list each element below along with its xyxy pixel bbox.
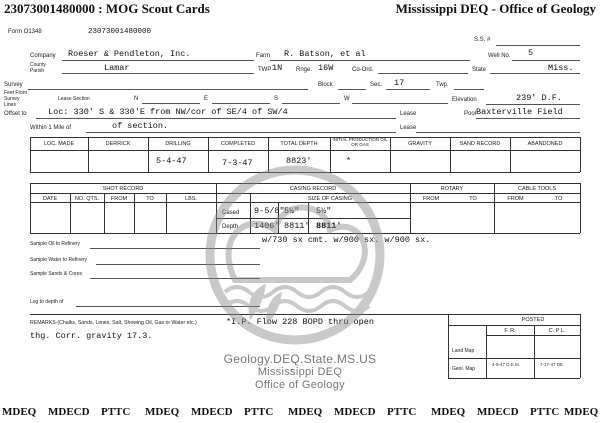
hdr-sand-record: SAND RECORD — [459, 141, 501, 147]
form-number: Form O1348 — [8, 29, 42, 35]
hdr-initial-production: INITIAL PRODUCTION OIL OR GAS — [332, 137, 388, 147]
ss-label: S.S. # — [474, 37, 491, 43]
offset-line1: Loc: 330' S & 330'E from NW/cor of SE/4 of SW/4 — [48, 107, 288, 117]
sec-value: 17 — [394, 78, 405, 88]
county-value: Lamar — [104, 63, 130, 73]
footer-agency-strip — [0, 406, 600, 423]
posted-hdr-cpl: C. P L. — [548, 328, 566, 334]
lease-section-label: Lease Section — [58, 96, 90, 102]
posted-hdr-fr: F. R. — [504, 328, 516, 334]
mdeq-watermark-logo-icon — [195, 160, 395, 350]
remarks-line1: *I.P. Flow 228 BOPD thru open — [226, 317, 374, 327]
shot-hdr-qts: NO. QTS. — [74, 196, 100, 202]
casing-size-3: 5½" — [316, 206, 332, 216]
footer-item: MDECD — [334, 406, 376, 418]
company-value: Roeser & Pendleton, Inc. — [68, 49, 191, 59]
n-label: N — [134, 96, 139, 102]
hdr-loc-made: LOC. MADE — [43, 141, 75, 147]
casing-depth-3: 8811' — [316, 221, 342, 231]
w-label: W — [344, 96, 350, 102]
rnge-label: Rnge. — [296, 67, 313, 73]
geol-map-cpl: 7-17-47 DE — [540, 362, 564, 367]
survey-label: Survey — [4, 82, 23, 88]
within-mile-label: Within 1 Mile of — [30, 125, 72, 131]
card-title: 23073001480000 : MOG Scout Cards — [4, 1, 210, 16]
footer-item: MDEQ — [145, 406, 180, 418]
elevation-value: 239' D.F. — [516, 93, 562, 103]
footer-item: MDECD — [191, 406, 233, 418]
geol-map-label: Geol. Map — [452, 366, 476, 372]
well-no-label: Well No. — [488, 53, 511, 59]
posted-title: POSTED — [521, 317, 545, 323]
footer-item: MDECD — [477, 406, 519, 418]
company-label: Company — [30, 53, 56, 59]
casing-size-1: 9-5/8" — [254, 206, 285, 216]
shot-hdr-date: DATE — [42, 196, 58, 202]
county-label: County Parish — [30, 62, 46, 74]
total-depth-value: 8823' — [286, 156, 312, 166]
watermark-office: Office of Geology — [255, 379, 345, 391]
sample-water-label: Sample Water to Refinery — [30, 257, 88, 263]
footer-item: PTTC — [387, 406, 417, 418]
casing-record-title: CASING RECORD — [289, 186, 337, 192]
coord-label: Co-Ord. — [352, 67, 374, 73]
feet-from-survey-label: Feet From Survey Lines — [4, 90, 28, 108]
twp-value: 1N — [272, 63, 283, 73]
pool-label: Pool — [464, 111, 477, 117]
elevation-label: Elevation — [452, 97, 477, 103]
rotary-hdr-from: FROM — [422, 196, 440, 202]
shot-record-title: SHOT RECORD — [102, 186, 144, 192]
watermark-agency: Mississippi DEQ — [257, 366, 343, 378]
sample-oil-label: Sample Oil to Refinery — [30, 241, 81, 247]
completed-date: 7-3-47 — [222, 158, 253, 168]
rnge-value: 16W — [318, 63, 334, 73]
hdr-gravity: GRAVITY — [408, 141, 432, 147]
sample-sands-label: Sample Sands & Cores — [30, 271, 82, 277]
footer-item: MDEQ — [288, 406, 323, 418]
api-number: 23073001480000 — [88, 28, 152, 36]
hdr-abandoned: ABANDONED — [527, 141, 563, 147]
footer-item: MDECD — [48, 406, 90, 418]
casing-depth-2: 8811' — [284, 221, 310, 231]
footer-item: PTTC — [101, 406, 131, 418]
shot-hdr-to: TO — [146, 196, 154, 202]
geol-map-fr: 4-9-47 D.E.M. — [492, 362, 521, 367]
cable-hdr-to: TO — [554, 196, 563, 202]
casing-cement: w/730 sx cmt. w/900 sx. w/900 sx. — [262, 235, 431, 245]
offset-label: Offset to — [4, 111, 27, 117]
casing-cased-label: Cased — [222, 210, 240, 216]
rotary-title: ROTARY — [440, 186, 464, 192]
twp2-label: Twp. — [436, 82, 449, 88]
watermark-url: Geology.DEQ.State.MS.US — [223, 352, 377, 366]
remarks-line2: thg. Corr. gravity 17.3. — [30, 331, 153, 341]
well-no-value: 5 — [528, 48, 534, 58]
footer-item: PTTC — [530, 406, 560, 418]
casing-size-2: 5½" — [284, 206, 300, 216]
remarks-label: REMARKS-(Chalks, Sands, Limes, Salt, Showing Oil, Gas or Water etc.) — [30, 320, 197, 326]
footer-item: PTTC — [244, 406, 274, 418]
drilling-date: 5-4-47 — [156, 156, 187, 166]
rotary-hdr-to: TO — [469, 196, 477, 202]
shot-hdr-lbs: LBS. — [185, 196, 197, 202]
offset-line2: of section. — [112, 121, 169, 131]
pool-value: Baxterville Field — [476, 107, 563, 117]
shot-hdr-from: FROM — [110, 196, 128, 202]
cable-tools-title: CABLE TOOLS — [517, 186, 556, 192]
log-depth-label: Log to depth of — [30, 299, 64, 305]
footer-item: MDEQ — [431, 406, 466, 418]
casing-size-label: SIZE OF CASING — [307, 196, 352, 202]
farm-value: R. Batson, et al — [284, 49, 366, 59]
farm-label: Farm — [256, 53, 270, 59]
lease2-label: Lease — [400, 125, 417, 131]
casing-depth-1: 1406' — [254, 221, 280, 231]
footer-item: MDEQ — [2, 406, 37, 418]
cable-hdr-from: FROM — [507, 196, 524, 202]
agency-title: Mississippi DEQ - Office of Geology — [395, 1, 596, 16]
state-label: State — [472, 67, 487, 73]
hdr-drilling: DRILLING — [165, 141, 191, 147]
sec-label: Sec. — [370, 82, 383, 88]
lease-label: Lease — [400, 111, 417, 117]
state-value: Miss. — [548, 63, 574, 73]
hdr-total-depth: TOTAL DEPTH — [280, 141, 318, 147]
twp-label: TWP — [258, 67, 272, 73]
initial-production-value: * — [346, 156, 352, 166]
hdr-derrick: DERRICK — [105, 141, 131, 147]
s-label: S — [274, 96, 279, 102]
hdr-completed: COMPLETED — [220, 141, 256, 147]
land-map-label: Land Map — [452, 348, 475, 354]
casing-depth-label: Depth — [222, 224, 239, 230]
e-label: E — [204, 96, 209, 102]
footer-item: MDEQ — [564, 406, 599, 418]
block-label: Block — [318, 82, 333, 88]
